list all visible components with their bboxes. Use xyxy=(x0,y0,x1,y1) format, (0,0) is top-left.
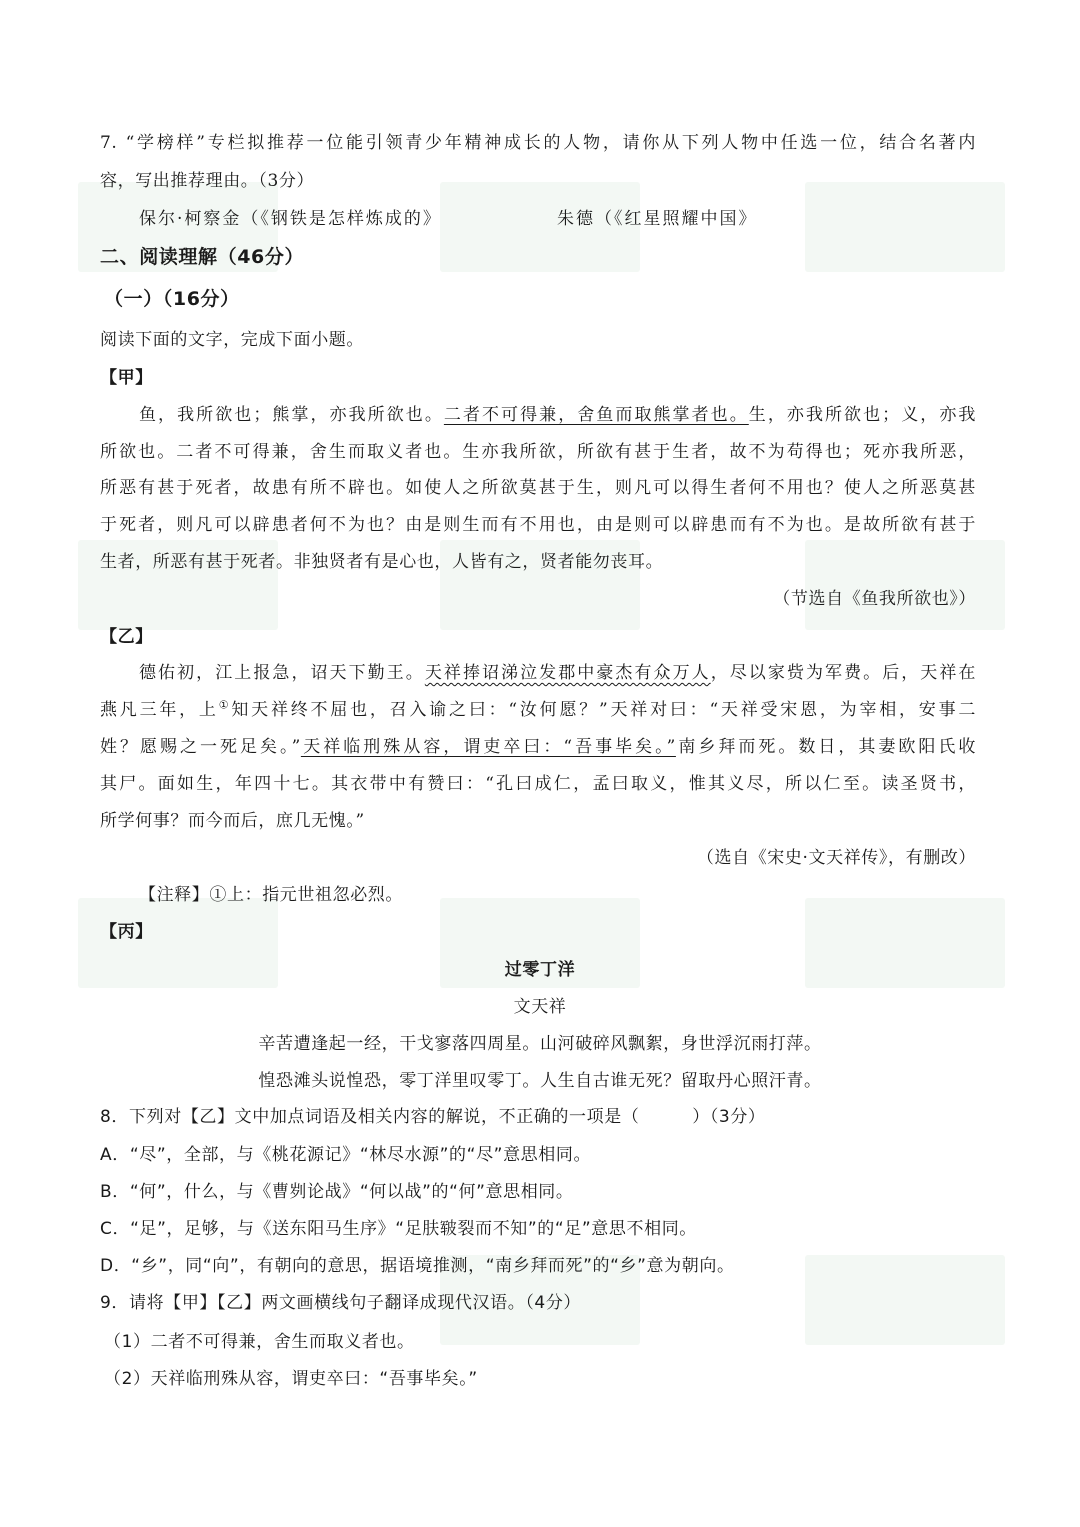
yi-text: 南乡拜而死。数日，其妻欧阳氏收 xyxy=(675,737,977,757)
bing-label: 【丙】 xyxy=(100,922,153,942)
q8-stem: 8．下列对【乙】文中加点词语及相关内容的解说，不正确的一项是（ ）（3分） xyxy=(100,1107,766,1127)
yi-line4: 其尸。面如生，年四十七。其衣带中有赞曰：“孔曰成仁，孟曰取义，惟其义尽，所以仁至。读圣贤书， xyxy=(100,774,976,794)
yi-text: 燕凡三年，上 xyxy=(100,700,219,720)
jia-line4: 于死者，则凡可以辟患者何不为也？由是则生而有不用也，由是则可以辟患而有不为也。是故所欲有甚于 xyxy=(100,515,976,535)
yi-text: 德佑初，江上报急，诏天下勤王。 xyxy=(139,663,425,683)
q8-option-b: B．“何”，什么，与《曹刿论战》“何以战”的“何”意思相同。 xyxy=(100,1182,574,1202)
poem-author: 文天祥 xyxy=(513,997,567,1017)
yi-underlined-sentence: 天祥临刑殊从容，谓吏卒曰：“吾事毕矣。” xyxy=(300,737,676,757)
q9-item-1: （1）二者不可得兼，舍生而取义者也。 xyxy=(104,1332,415,1352)
footnote-marker: ① xyxy=(218,698,232,712)
sub-heading: （一）（16分） xyxy=(104,288,240,310)
jia-text: 生，亦我所欲也；义，亦我 xyxy=(748,405,976,425)
yi-line3 xyxy=(100,735,976,759)
q7-line1: 7. “学榜样”专栏拟推荐一位能引领青少年精神成长的人物，请你从下列人物中任选一位，结合名著内 xyxy=(100,133,976,153)
q7-line2: 容，写出推荐理由。（3分） xyxy=(100,171,315,191)
poem-title: 过零丁洋 xyxy=(504,960,576,980)
watermark xyxy=(805,540,1005,630)
jia-text: 鱼，我所欲也；熊掌，亦我所欲也。 xyxy=(139,405,444,425)
yi-line2 xyxy=(100,698,976,722)
yi-wavy-sentence: 天祥捧诏涕泣发郡中豪杰有众万人 xyxy=(424,663,711,683)
yi-line5: 所学何事？而今而后，庶几无愧。” xyxy=(100,811,365,831)
jia-line3: 所恶有甚于死者，故患有所不辟也。如使人之所欲莫甚于生，则凡可以得生者何不用也？使人之所恶莫甚 xyxy=(100,478,976,498)
q9-stem: 9．请将【甲】【乙】两文画横线句子翻译成现代汉语。（4分） xyxy=(100,1293,582,1313)
watermark xyxy=(805,182,1005,272)
jia-underlined-sentence: 二者不可得兼，舍鱼而取熊掌者也。 xyxy=(443,405,749,425)
yi-note: 【注释】①上：指元世祖忽必烈。 xyxy=(139,885,403,905)
jia-line1 xyxy=(139,403,976,427)
yi-source: （选自《宋史·文天祥传》，有删改） xyxy=(696,848,976,868)
poem-line-1: 辛苦遭逢起一经，干戈寥落四周星。山河破碎风飘絮，身世浮沉雨打萍。 xyxy=(258,1034,822,1054)
poem-line-2: 惶恐滩头说惶恐，零丁洋里叹零丁。人生自古谁无死？留取丹心照汗青。 xyxy=(258,1071,822,1091)
q8-option-c: C．“足”，足够，与《送东阳马生序》“足肤皲裂而不知”的“足”意思不相同。 xyxy=(100,1219,697,1239)
section-heading: 二、阅读理解（46分） xyxy=(100,246,305,268)
q8-option-d: D．“乡”，同“向”，有朝向的意思，据语境推测，“南乡拜而死”的“乡”意为朝向。 xyxy=(100,1256,735,1276)
jia-label: 【甲】 xyxy=(100,368,153,388)
yi-label: 【乙】 xyxy=(100,627,153,647)
q7-option-1: 保尔·柯察金（《钢铁是怎样炼成的》 xyxy=(139,209,442,229)
yi-line1 xyxy=(139,661,976,685)
watermark xyxy=(805,1255,1005,1345)
jia-line5: 生者，所恶有甚于死者。非独贤者有是心也，人皆有之，贤者能勿丧耳。 xyxy=(100,552,664,572)
yi-text: 知天祥终不屈也，召入谕之曰：“汝何愿？”天祥对曰：“天祥受宋恩，为宰相，安事二 xyxy=(231,700,976,720)
yi-text: 姓？愿赐之一死足矣。” xyxy=(100,737,301,757)
yi-text: ，尽以家赀为军费。后，天祥在 xyxy=(710,663,977,683)
q8-option-a: A．“尽”，全部，与《桃花源记》“林尽水源”的“尽”意思相同。 xyxy=(100,1145,592,1165)
jia-line2: 所欲也。二者不可得兼，舍生而取义者也。生亦我所欲，所欲有甚于生者，故不为苟得也；死亦我所恶， xyxy=(100,442,976,462)
q9-item-2: （2）天祥临刑殊从容，谓吏卒曰：“吾事毕矣。” xyxy=(104,1369,478,1389)
reading-instruction: 阅读下面的文字，完成下面小题。 xyxy=(100,330,364,350)
q7-option-2: 朱德（《红星照耀中国》 xyxy=(557,209,758,229)
jia-source: （节选自《鱼我所欲也》） xyxy=(773,589,976,609)
